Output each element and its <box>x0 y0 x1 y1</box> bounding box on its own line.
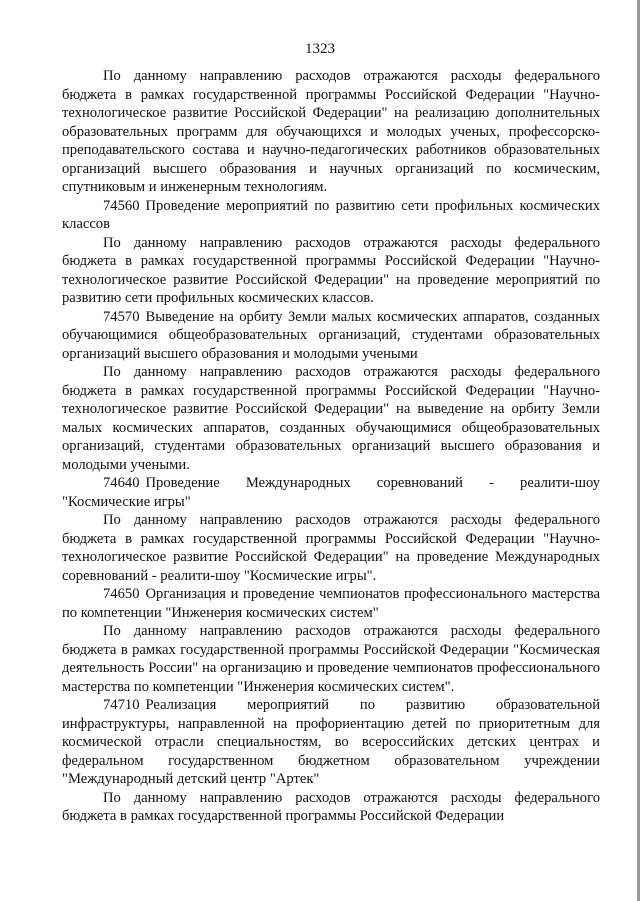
section-heading <box>62 197 600 234</box>
paragraph-text: По данному направлению расходов отражаются расходы федерального бюджета в рамках государственной программы Российской Федерации "Научно-технологическое развитие Российской Федерации" на выведение на орбиту Земли малых космических аппаратов, созданных обучающимися общеобразовательных организаций, студентами образовательных организаций высшего образования и молодыми учеными. <box>62 364 600 473</box>
section-code: 74650 <box>103 586 140 602</box>
section-heading <box>62 308 600 364</box>
section-code: 74560 <box>103 197 140 214</box>
section-title: Выведение на орбиту Земли малых космических аппаратов, созданных обучающимися общеобразовательных организаций, студентами образовательных организаций высшего образования и молодыми учеными <box>62 308 600 362</box>
section-heading <box>62 474 600 511</box>
paragraph-text: По данному направлению расходов отражаются расходы федерального бюджета в рамках государственной программы Российской Федерации "Научно-технологическое развитие Российской Федерации" на проведение мероприятий по развитию сети профильных космических классов. <box>62 234 600 306</box>
section-code: 74570 <box>103 308 140 325</box>
section-title: Организация и проведение чемпионатов профессионального мастерства по компетенции "Инженерия космических систем" <box>62 586 600 621</box>
document-body <box>62 67 600 826</box>
paragraph-text: По данному направлению расходов отражаются расходы федерального бюджета в рамках государственной программы Российской Федерации <box>62 789 600 824</box>
section-title: Проведение Международных соревнований - реалити-шоу "Космические игры" <box>62 475 600 510</box>
section-code: 74710 <box>103 697 140 713</box>
section-heading <box>62 585 600 622</box>
paragraph-text: По данному направлению расходов отражаются расходы федерального бюджета в рамках государственной программы Российской Федерации "Научно-технологическое развитие Российской Федерации" на реализацию дополнительных образовательных программ для обучающихся и молодых ученых, профессорско-преподавательского состава и научно-педагогических работников образовательных организаций высшего образования и научных организаций по космическим, спутниковым и инженерным технологиям. <box>62 68 600 195</box>
page-number: 1323 <box>305 41 335 57</box>
section-code: 74640 <box>103 475 140 491</box>
paragraph-text: По данному направлению расходов отражаются расходы федерального бюджета в рамках государственной программы Российской Федерации "Космическая деятельность России" на организацию и проведение чемпионатов профессионального мастерства по компетенции "Инженерия космических систем". <box>62 623 600 695</box>
paragraph-text: По данному направлению расходов отражаются расходы федерального бюджета в рамках государственной программы Российской Федерации "Научно-технологическое развитие Российской Федерации" на проведение Международных соревнований - реалити-шоу "Космические игры". <box>62 512 600 584</box>
section-title: Проведение мероприятий по развитию сети профильных космических классов <box>62 197 600 232</box>
section-heading <box>62 696 600 789</box>
section-title: Реализация мероприятий по развитию образовательной инфраструктуры, направленной на профориентацию детей по приоритетным для космической отрасли специальностям, во всероссийских детских центрах и федеральном государственном бюджетном образовательном учреждении "Международный детский центр "Артек" <box>62 697 600 787</box>
